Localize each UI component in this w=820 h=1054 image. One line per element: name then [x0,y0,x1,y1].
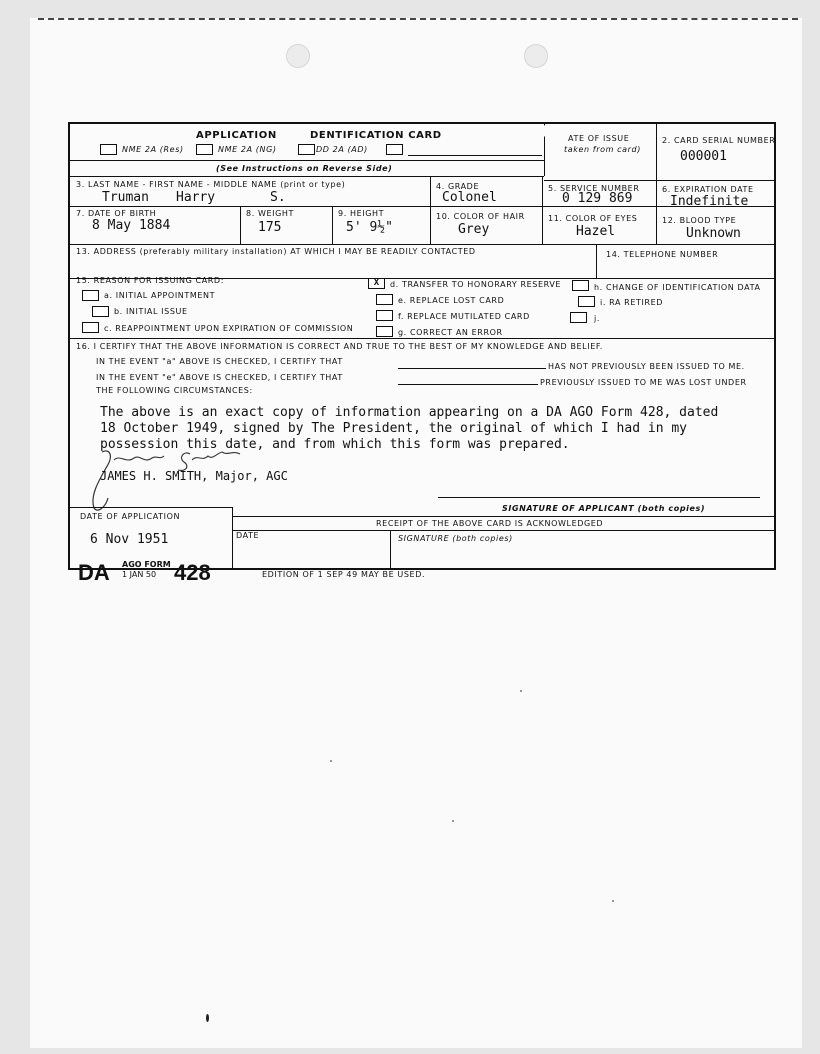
card-serial-label: 2. CARD SERIAL NUMBER [662,136,776,145]
service-number-value[interactable]: 0 129 869 [562,191,633,206]
form-title-right: DENTIFICATION CARD [310,130,442,141]
footer-ago-form: AGO FORM [122,560,171,569]
card-serial-value[interactable]: 000001 [680,149,727,164]
eye-color-value[interactable]: Hazel [576,224,616,239]
reason-c-checkbox[interactable] [82,322,99,333]
certify-a-right: HAS NOT PREVIOUSLY BEEN ISSUED TO ME. [548,362,745,371]
service-number-label: 5. SERVICE NUMBER [548,184,640,193]
hair-color-label: 10. COLOR OF HAIR [436,212,525,221]
date-of-birth-label: 7. DATE OF BIRTH [76,209,157,218]
reason-b-checkbox[interactable] [92,306,109,317]
certify-a-left: IN THE EVENT "a" ABOVE IS CHECKED, I CERTIFY THAT [96,357,343,366]
reason-a-label: a. INITIAL APPOINTMENT [104,291,216,300]
scan-speck [452,820,454,822]
reason-f-checkbox[interactable] [376,310,393,321]
scan-speck [206,1014,209,1022]
reason-g-checkbox[interactable] [376,326,393,337]
height-label: 9. HEIGHT [338,209,385,218]
rule [70,338,774,339]
statement-line-3: possession this date, and from which this form was prepared. [100,437,570,452]
rule [70,244,774,245]
circumstances-label: THE FOLLOWING CIRCUMSTANCES: [96,386,253,395]
middle-name-value[interactable]: S. [270,190,286,205]
receipt-label: RECEIPT OF THE ABOVE CARD IS ACKNOWLEDGED [376,519,604,528]
reason-i-label: i. RA RETIRED [600,298,663,307]
weight-value[interactable]: 175 [258,220,282,235]
footer-form-number: 428 [174,560,211,585]
reason-d-checkbox[interactable]: X [368,278,385,289]
option-other-line [408,155,542,156]
title-hole-blemish [278,124,306,146]
reason-h-checkbox[interactable] [572,280,589,291]
applicant-signature-label: SIGNATURE OF APPLICANT (both copies) [502,504,706,513]
name-label: 3. LAST NAME - FIRST NAME - MIDDLE NAME (print or type) [76,180,346,189]
reason-c-label: c. REAPPOINTMENT UPON EXPIRATION OF COMMISSION [104,324,354,333]
reason-e-label: e. REPLACE LOST CARD [398,296,505,305]
reason-d-label: d. TRANSFER TO HONORARY RESERVE [390,280,562,289]
first-name-value[interactable]: Harry [176,190,216,205]
expiration-date-value[interactable]: Indefinite [670,194,749,209]
address-label: 13. ADDRESS (preferably military installation) AT WHICH I MAY BE READILY CONTACTED [76,247,476,256]
eye-color-label: 11. COLOR OF EYES [548,214,638,223]
footer-form-date: 1 JAN 50 [122,570,157,579]
rule [542,176,543,244]
statement-line-1: The above is an exact copy of information appearing on a DA AGO Form 428, dated [100,405,719,420]
blood-type-value[interactable]: Unknown [686,226,741,241]
punch-hole-right [524,44,548,68]
rule [240,206,241,244]
option-label-ad: DD 2A (AD) [316,145,368,154]
rule [70,176,544,177]
punch-hole-left [286,44,310,68]
instructions-note: (See Instructions on Reverse Side) [216,164,393,173]
grade-value[interactable]: Colonel [442,190,497,205]
grade-label: 4. GRADE [436,182,480,191]
rule [390,530,391,568]
reason-e-checkbox[interactable] [376,294,393,305]
certify-e-right: PREVIOUSLY ISSUED TO ME WAS LOST UNDER [540,378,747,387]
rule [70,206,774,207]
rule [656,124,657,180]
reason-a-checkbox[interactable] [82,290,99,301]
certify-statement: 16. I CERTIFY THAT THE ABOVE INFORMATION IS CORRECT AND TRUE TO THE BEST OF MY KNOWLEDGE AND BELIEF. [76,342,603,351]
blood-type-label: 12. BLOOD TYPE [662,216,737,225]
title-hole-blemish [540,124,564,138]
rule [430,176,431,244]
applicant-signature-line[interactable] [438,497,760,498]
date-of-issue-label: ATE OF ISSUE [568,134,630,143]
reason-j-label: j. [594,314,600,323]
scan-speck [612,900,614,902]
scan-speck [520,690,522,692]
statement-line-2: 18 October 1949, signed by The President, the original of which I had in my [100,421,687,436]
option-label-res: NME 2A (Res) [122,145,184,154]
weight-label: 8. WEIGHT [246,209,295,218]
rule [656,180,657,244]
option-checkbox-res[interactable] [100,144,117,155]
form-title-left: APPLICATION [196,130,277,141]
option-checkbox-other[interactable] [386,144,403,155]
reason-label: 15. REASON FOR ISSUING CARD: [76,276,224,285]
certify-e-left: IN THE EVENT "e" ABOVE IS CHECKED, I CERTIFY THAT [96,373,343,382]
rule [232,507,233,568]
reason-h-label: h. CHANGE OF IDENTIFICATION DATA [594,283,761,292]
reason-f-label: f. REPLACE MUTILATED CARD [398,312,530,321]
rule [232,516,774,517]
expiration-date-label: 6. EXPIRATION DATE [662,185,754,194]
footer-da: DA [78,560,110,585]
telephone-label: 14. TELEPHONE NUMBER [606,250,719,259]
date-of-issue-sublabel: taken from card) [564,145,641,154]
rule [232,530,774,531]
hair-color-value[interactable]: Grey [458,222,490,237]
certify-a-blank[interactable] [398,368,546,369]
receipt-date-label: DATE [236,531,260,540]
height-value[interactable]: 5' 9½" [346,220,393,235]
rule [70,160,544,161]
signer-name: JAMES H. SMITH, Major, AGC [100,469,288,483]
date-of-birth-value[interactable]: 8 May 1884 [92,218,171,233]
rule [596,244,597,278]
receipt-signature-label: SIGNATURE (both copies) [398,534,513,543]
reason-b-label: b. INITIAL ISSUE [114,307,188,316]
reason-i-checkbox[interactable] [578,296,595,307]
footer-edition-note: EDITION OF 1 SEP 49 MAY BE USED. [262,570,426,579]
rule [544,180,774,181]
last-name-value[interactable]: Truman [102,190,149,205]
option-label-ng: NME 2A (NG) [218,145,277,154]
date-of-application-value[interactable]: 6 Nov 1951 [90,532,169,547]
option-checkbox-ad[interactable] [298,144,315,155]
certify-e-blank[interactable] [398,384,538,385]
option-checkbox-ng[interactable] [196,144,213,155]
id-card-application-form [68,122,776,570]
rule [332,206,333,244]
rule [70,507,232,508]
reason-j-checkbox[interactable] [570,312,587,323]
scan-speck [330,760,332,762]
page-top-edge [38,18,798,20]
reason-g-label: g. CORRECT AN ERROR [398,328,503,337]
date-of-application-label: DATE OF APPLICATION [80,512,181,521]
